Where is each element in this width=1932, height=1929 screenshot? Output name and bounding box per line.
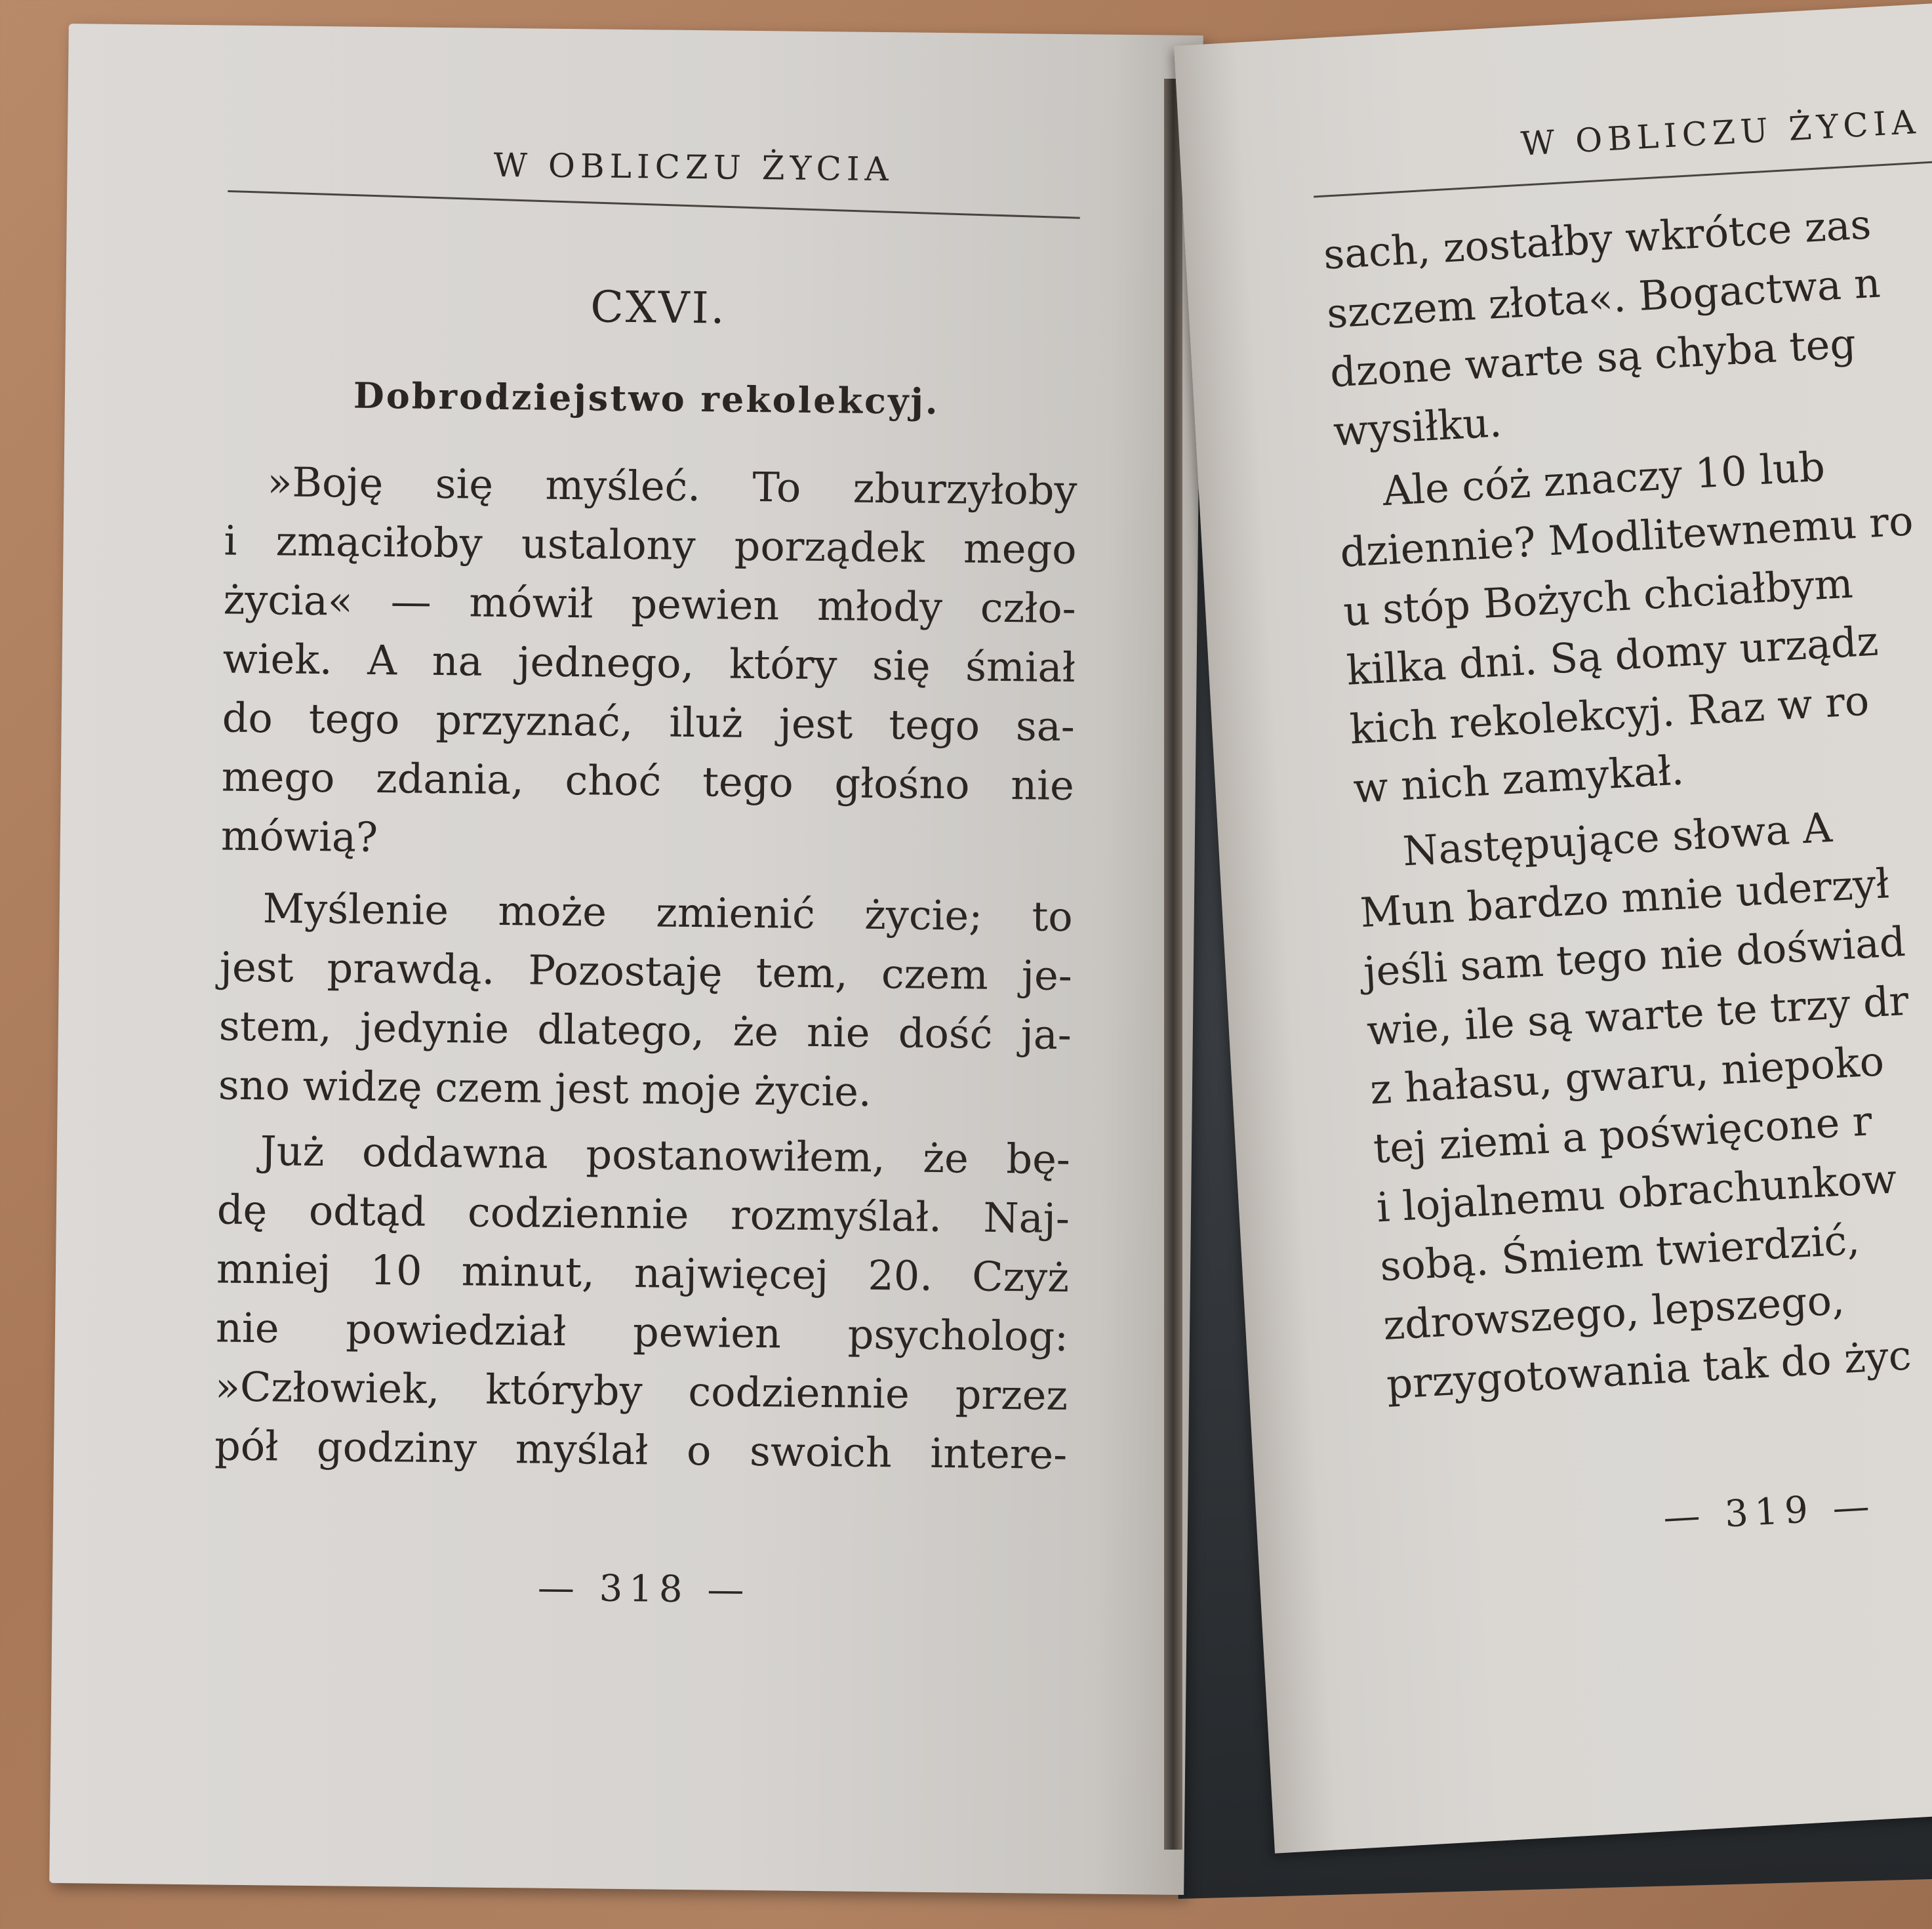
right-running-head: W OBLICZU ŻYCIA	[1519, 102, 1922, 163]
right-page-number: — 319 —	[1662, 1484, 1878, 1539]
body-line: kilka dni. Są domy urządz	[1345, 617, 1880, 695]
body-line: u stóp Bożych chciałbym	[1342, 559, 1855, 636]
body-line: mówią?	[220, 811, 378, 862]
body-line: zdrowszego, lepszego,	[1382, 1275, 1846, 1350]
body-line: sobą. Śmiem twierdzić,	[1379, 1215, 1861, 1291]
body-line: do tego przyznać, iluż jest tego sa-	[222, 693, 1076, 751]
body-line: sno widzę czem jest moje życie.	[218, 1061, 872, 1116]
body-line: Mun bardzo mnie uderzył	[1359, 859, 1891, 937]
body-line: z hałasu, gwaru, niepoko	[1369, 1037, 1885, 1114]
body-line: życia« — mówił pewien młody czło-	[223, 575, 1077, 633]
body-line: pół godziny myślał o swoich intere-	[214, 1421, 1068, 1479]
body-line: nie powiedział pewien psycholog:	[215, 1303, 1069, 1361]
body-line: i zmąciłoby ustalony porządek mego	[224, 516, 1077, 574]
body-line: kich rekolekcyj. Raz w ro	[1348, 676, 1871, 754]
body-line: przygotowania tak do życ	[1385, 1331, 1913, 1409]
body-line: szczem złota«. Bogactwa n	[1325, 258, 1882, 338]
body-line: dę odtąd codziennie rozmyślał. Naj-	[216, 1185, 1070, 1243]
left-running-head: W OBLICZU ŻYCIA	[493, 146, 894, 189]
body-line: jeśli sam tego nie doświad	[1362, 917, 1907, 996]
left-page-number: — 318 —	[537, 1566, 751, 1612]
body-line: i lojalnemu obrachunkow	[1375, 1154, 1899, 1232]
body-line: jest prawdą. Pozostaję tem, czem je-	[219, 943, 1073, 1000]
body-line: mego zdania, choć tego głośno nie	[221, 752, 1075, 810]
book-gutter	[1164, 79, 1182, 1850]
body-line: w nich zamykał.	[1352, 746, 1685, 813]
chapter-number: CXVI.	[590, 281, 727, 334]
body-line: mniej 10 minut, najwięcej 20. Czyż	[216, 1244, 1070, 1302]
body-line: »Człowiek, któryby codziennie przez	[214, 1362, 1068, 1420]
body-line: Następujące słowa A	[1401, 803, 1834, 876]
body-line: Już oddawna postanowiłem, że bę-	[260, 1127, 1071, 1184]
body-line: wysiłku.	[1332, 398, 1503, 456]
body-line: tej ziemi a poświęcone r	[1372, 1097, 1874, 1173]
body-line: Myślenie może zmienić życie; to	[262, 884, 1074, 941]
body-line: dziennie? Modlitewnemu ro	[1338, 497, 1915, 577]
left-page	[49, 24, 1203, 1895]
body-line: »Boję się myśleć. To zburzyłoby	[267, 458, 1077, 515]
body-line: sach, zostałby wkrótce zas	[1322, 200, 1873, 279]
body-line: stem, jedynie dlatego, że nie dość ja-	[218, 1002, 1072, 1059]
body-line: Ale cóż znaczy 10 lub	[1381, 442, 1826, 516]
body-line: wiek. A na jednego, który się śmiał	[222, 634, 1076, 692]
chapter-title: Dobrodziejstwo rekolekcyj.	[353, 374, 940, 422]
body-line: wie, ile są warte te trzy dr	[1365, 976, 1910, 1055]
right-page	[1174, 2, 1932, 1854]
body-line: dzone warte są chyba teg	[1329, 319, 1857, 397]
left-header-rule	[228, 190, 1079, 219]
right-header-rule	[1314, 159, 1932, 198]
